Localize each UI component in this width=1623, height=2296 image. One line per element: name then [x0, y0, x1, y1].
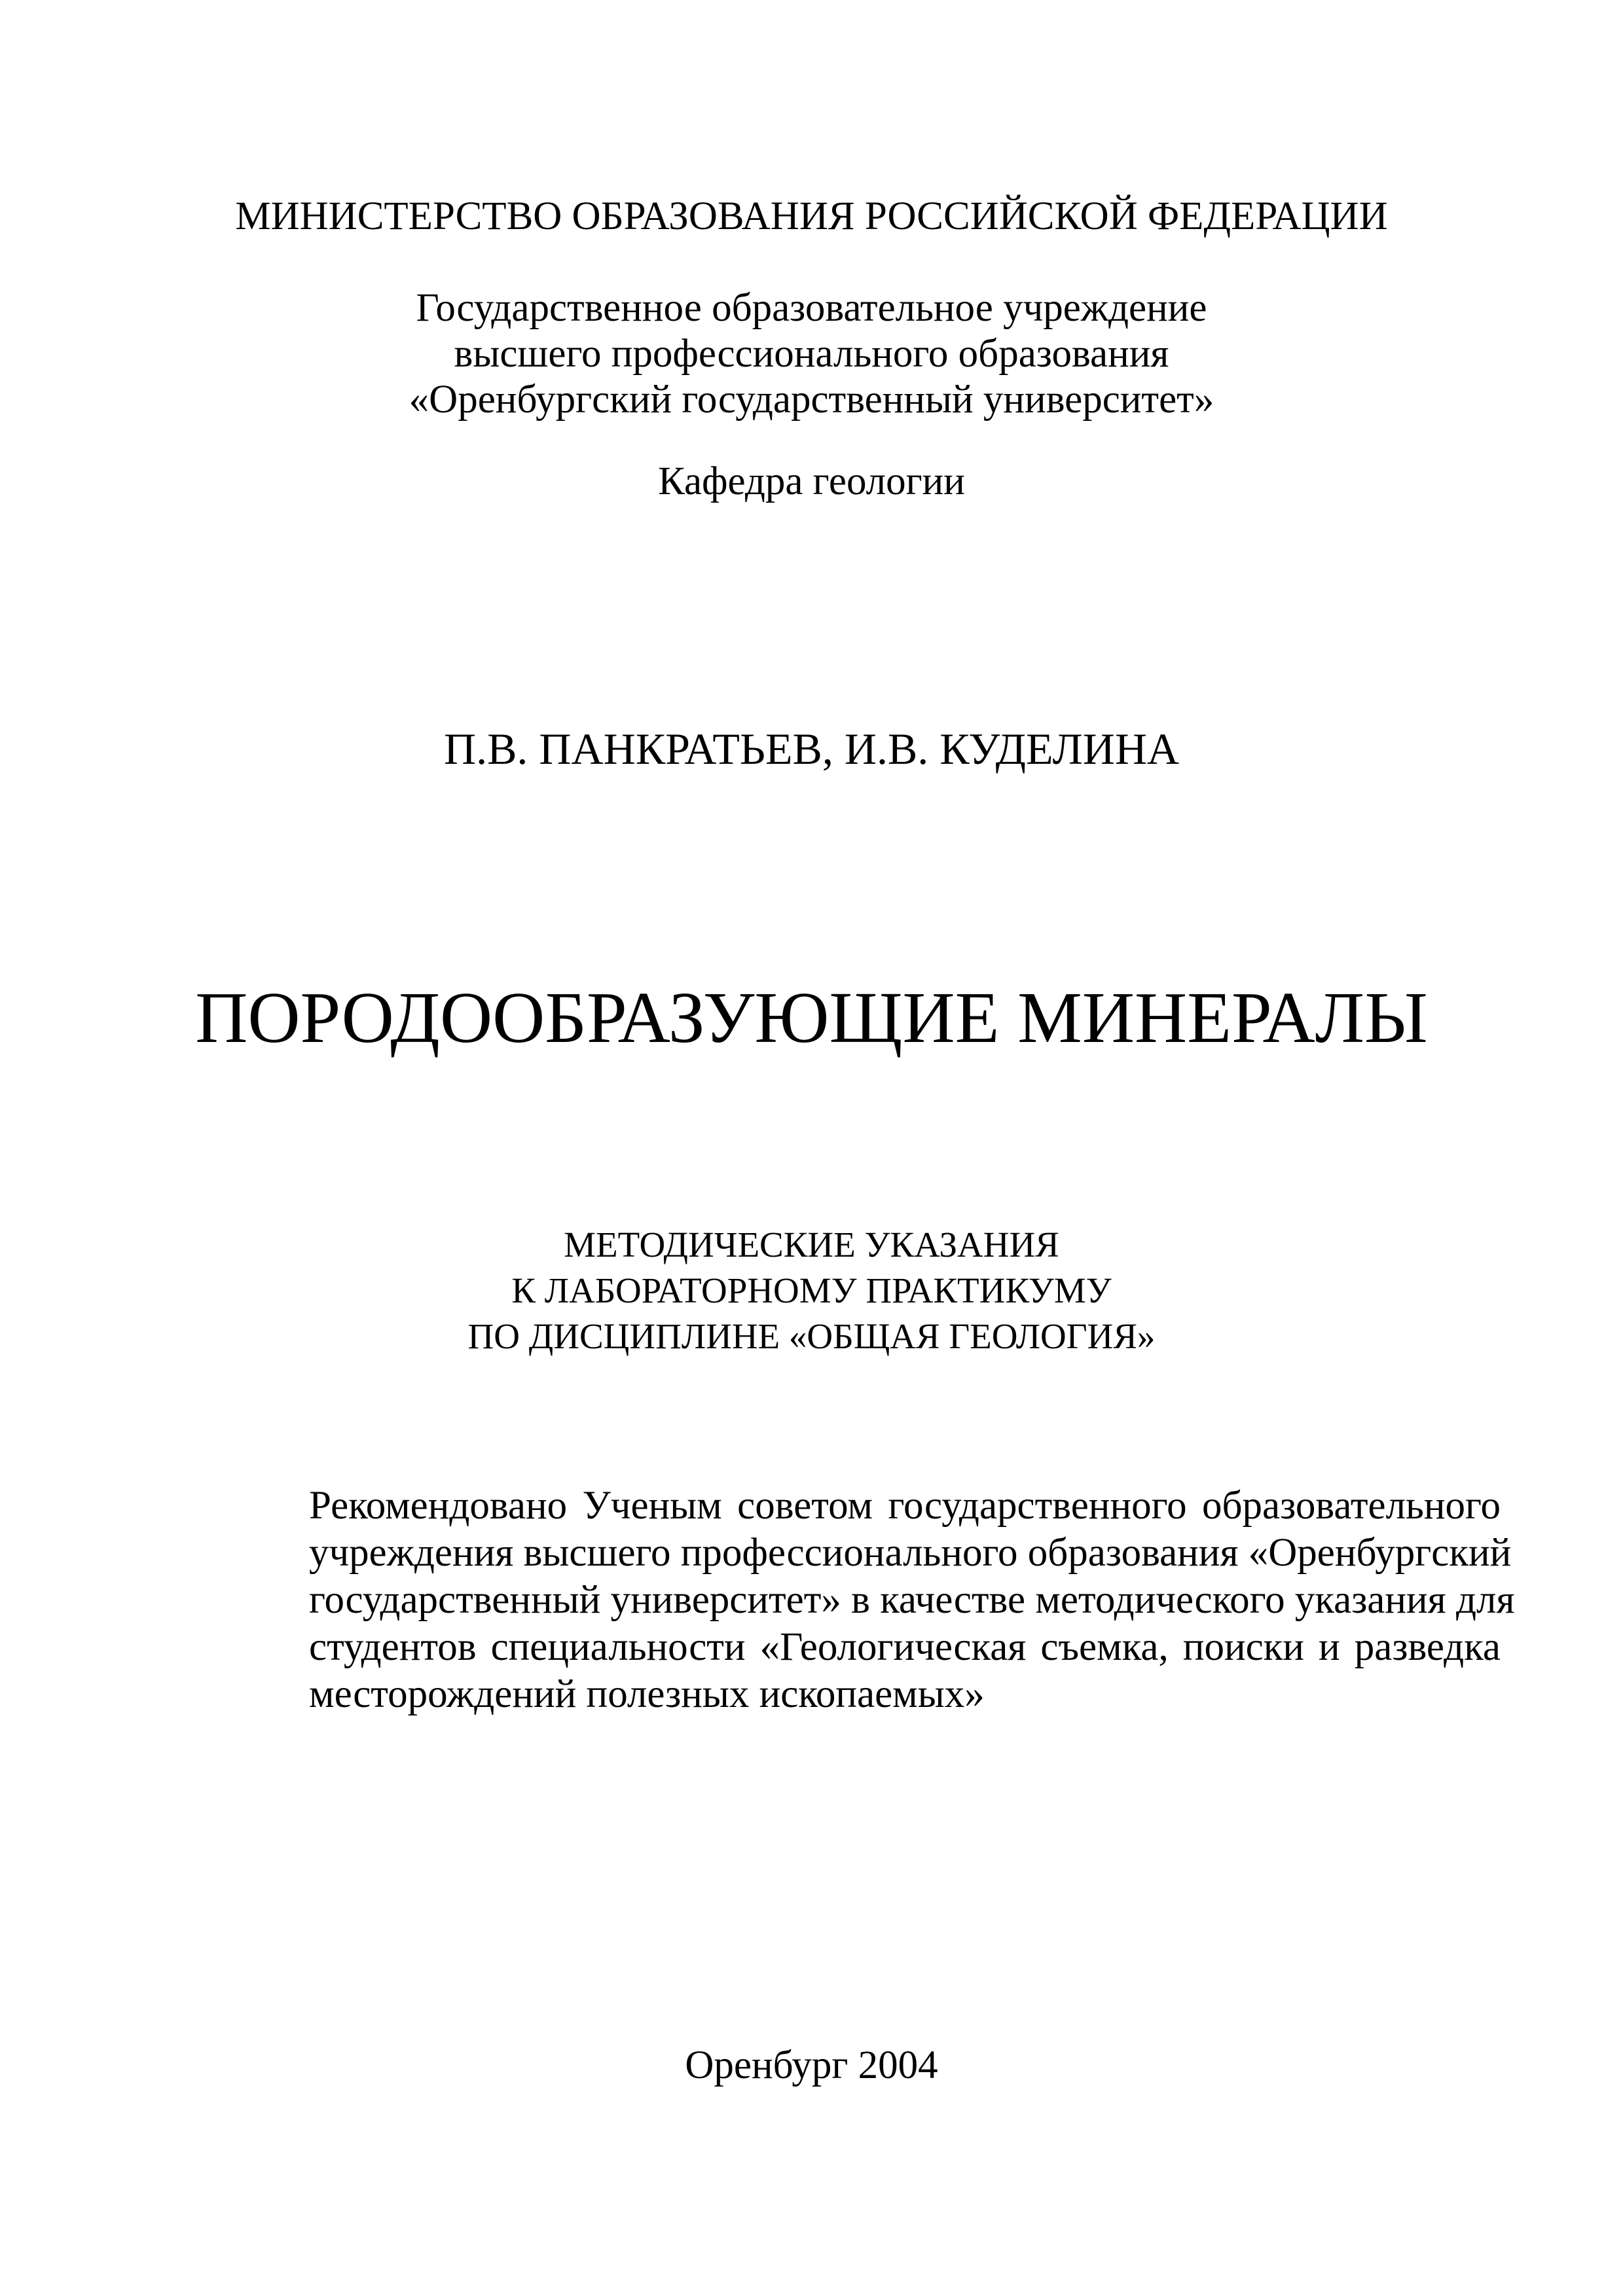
- recommendation-paragraph: [309, 1482, 1515, 1718]
- recommendation-line-3: государственный университет» в качестве методического указания для: [309, 1578, 1515, 1622]
- recommendation-line-5: месторождений полезных ископаемых»: [309, 1672, 985, 1716]
- recommendation-line-4: студентов специальности «Геологическая съемка, поиски и разведка: [309, 1625, 1501, 1669]
- department-name: Кафедра геологии: [658, 459, 965, 503]
- recommendation-line-2: учреждения высшего профессионального образования «Оренбургский: [309, 1531, 1512, 1575]
- institution-line-2: высшего профессионального образования: [454, 332, 1169, 376]
- institution-line-3: «Оренбургский государственный университет»: [409, 378, 1214, 422]
- subtitle-line-2: К ЛАБОРАТОРНОМУ ПРАКТИКУМУ: [511, 1270, 1112, 1310]
- city-year: Оренбург 2004: [685, 2043, 938, 2087]
- subtitle-line-1: МЕТОДИЧЕСКИЕ УКАЗАНИЯ: [564, 1225, 1059, 1265]
- recommendation-line-1: Рекомендовано Ученым советом государственного образовательного: [309, 1484, 1501, 1528]
- document-title: ПОРОДООБРАЗУЮЩИЕ МИНЕРАЛЫ: [195, 978, 1428, 1058]
- subtitle-line-3: ПО ДИСЦИПЛИНЕ «ОБЩАЯ ГЕОЛОГИЯ»: [467, 1316, 1156, 1356]
- ministry-heading: МИНИСТЕРСТВО ОБРАЗОВАНИЯ РОССИЙСКОЙ ФЕДЕРАЦИИ: [235, 194, 1388, 238]
- institution-line-1: Государственное образовательное учреждение: [416, 286, 1207, 330]
- authors: П.В. ПАНКРАТЬЕВ, И.В. КУДЕЛИНА: [443, 724, 1180, 774]
